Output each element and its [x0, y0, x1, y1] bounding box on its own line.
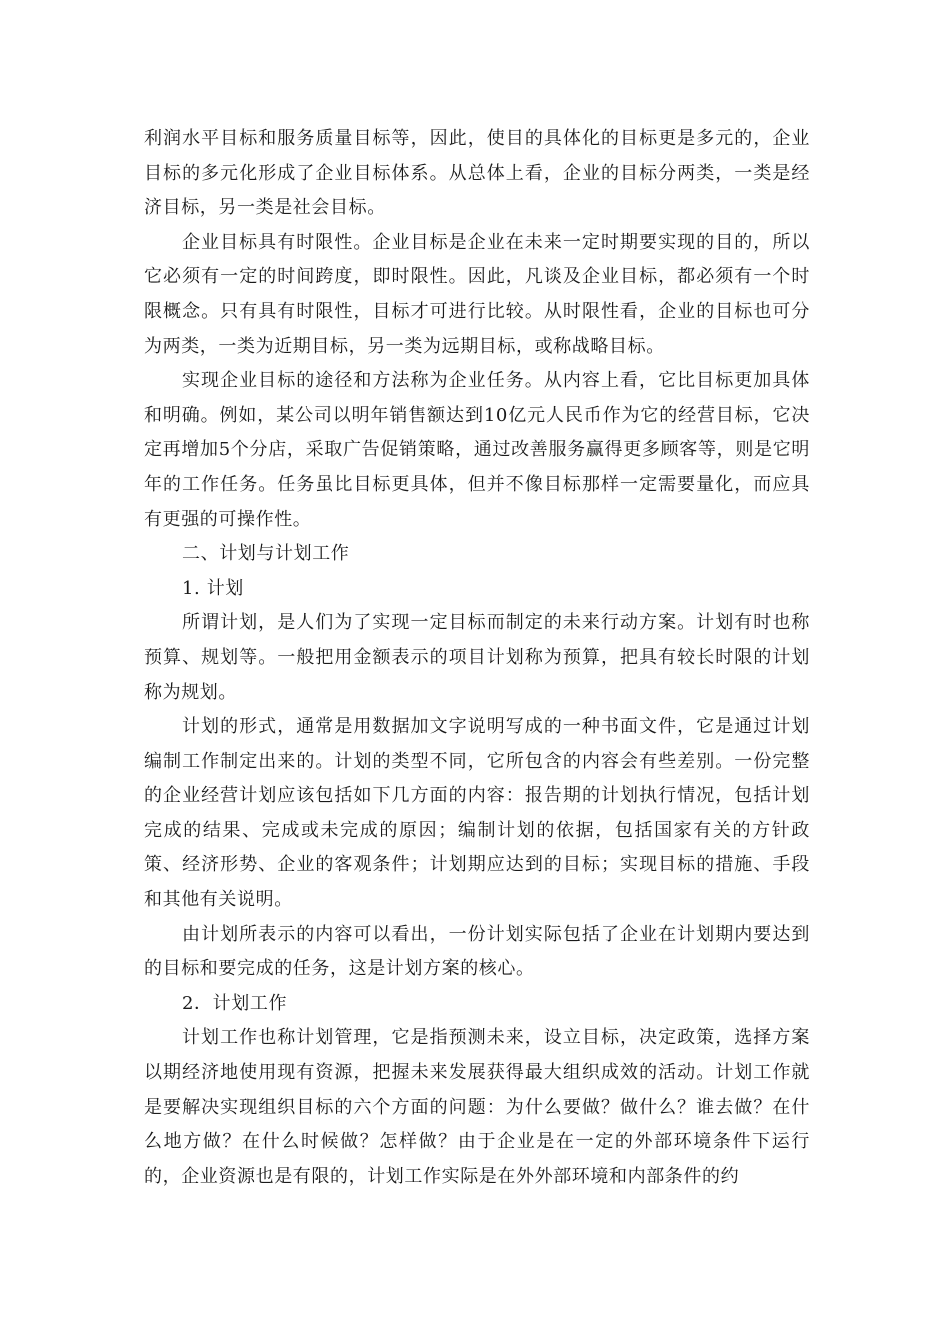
paragraph-time-limit: 企业目标具有时限性。企业目标是企业在未来一定时期要实现的目的，所以它必须有一定的时间跨度，即时限性。因此，凡谈及企业目标，都必须有一个时限概念。只有具有时限性，目标才可进行比较。从时限性看，企业的目标也可分为两类，一类为近期目标，另一类为远期目标，或称战略目标。 [144, 231, 810, 357]
paragraph-planning-work: 计划工作也称计划管理，它是指预测未来，设立目标，决定政策，选择方案以期经济地使用现有资源，把握未来发展获得最大组织成效的活动。计划工作就是要解决实现组织目标的六个方面的问题：为什么要做？做什么？谁去做？在什么地方做？在什么时候做？怎样做？由于企业是在一定的外部环境条件下运行的，企业资源也是有限的，计划工作实际是在外外部环境和内部条件的约 [144, 1027, 810, 1187]
paragraph-continuation: 利润水平目标和服务质量目标等，因此，使目的具体化的目标更是多元的，企业目标的多元化形成了企业目标体系。从总体上看，企业的目标分两类，一类是经济目标，另一类是社会目标。 [144, 128, 810, 219]
paragraph-enterprise-task: 实现企业目标的途径和方法称为企业任务。从内容上看，它比目标更加具体和明确。例如，某公司以明年销售额达到10亿元人民币作为它的经营目标，它决定再增加5个分店，采取广告促销策略，通过改善服务赢得更多顾客等，则是它明年的工作任务。任务虽比目标更具体，但并不像目标那样一定需要量化，而应具有更强的可操作性。 [144, 370, 810, 530]
subsection-heading-planning-work: 2．计划工作 [182, 992, 288, 1014]
section-heading-plan-and-planning: 二、计划与计划工作 [182, 543, 350, 565]
paragraph-plan-form: 计划的形式，通常是用数据加文字说明写成的一种书面文件，它是通过计划编制工作制定出来的。计划的类型不同，它所包含的内容会有些差别。一份完整的企业经营计划应该包括如下几方面的内容：报告期的计划执行情况，包括计划完成的结果、完成或未完成的原因；编制计划的依据，包括国家有关的方针政策、经济形势、企业的客观条件；计划期应达到的目标；实现目标的措施、手段和其他有关说明。 [144, 716, 810, 911]
document-body [144, 122, 810, 1194]
paragraph-plan-definition: 所谓计划，是人们为了实现一定目标而制定的未来行动方案。计划有时也称预算、规划等。一般把用金额表示的项目计划称为预算，把具有较长时限的计划称为规划。 [144, 612, 810, 703]
subsection-heading-plan: 1. 计划 [182, 577, 244, 599]
paragraph-plan-core: 由计划所表示的内容可以看出，一份计划实际包括了企业在计划期内要达到的目标和要完成的任务，这是计划方案的核心。 [144, 923, 810, 980]
